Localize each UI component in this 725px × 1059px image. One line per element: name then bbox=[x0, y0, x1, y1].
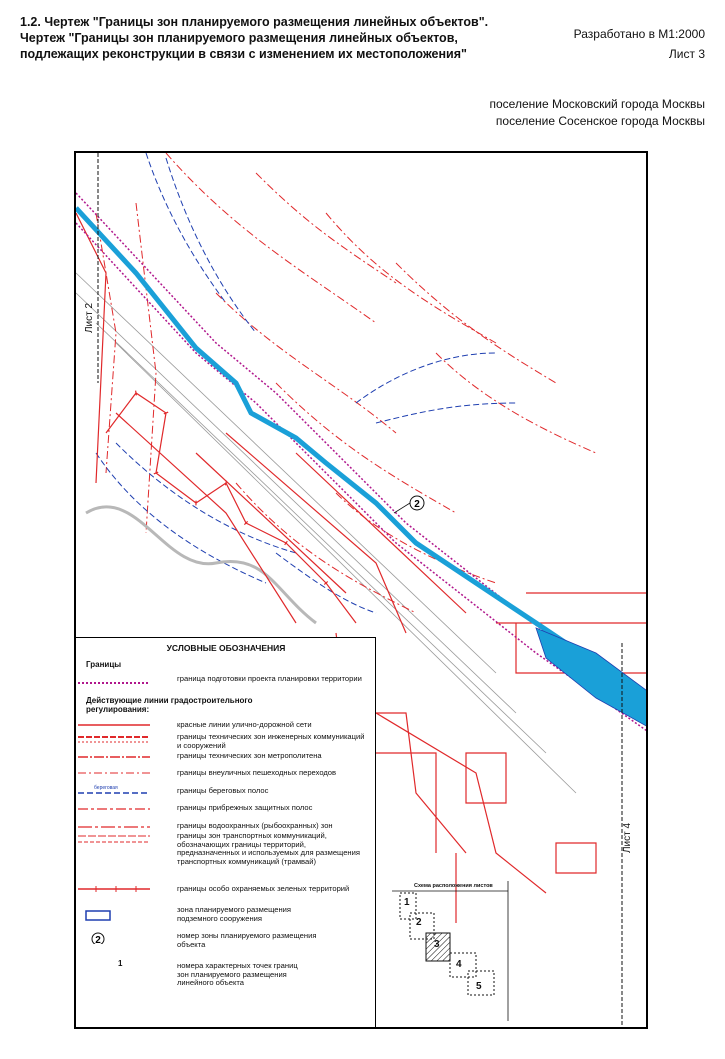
legend-label-coastal-protection: границы прибрежных защитных полос bbox=[177, 803, 313, 812]
legend-label-green-territories: границы особо охраняемых зеленых территорий bbox=[177, 884, 350, 893]
legend-symbol-pedestrian bbox=[76, 766, 152, 780]
legend-label-project-boundary: граница подготовки проекта планировки территории bbox=[177, 674, 362, 683]
legend-group-lines: Действующие линии градостроительного регулирования: bbox=[86, 696, 253, 714]
document-title bbox=[20, 14, 540, 62]
legend-label-pedestrian: границы внеуличных пешеходных переходов bbox=[177, 768, 337, 777]
stream bbox=[86, 507, 316, 623]
title-line-2: Чертеж "Границы зон планируемого размещения линейных объектов, bbox=[20, 31, 458, 45]
scheme-sheet-4: 4 bbox=[456, 959, 462, 970]
title-line-1: 1.2. Чертеж "Границы зон планируемого размещения линейных объектов". bbox=[20, 15, 489, 29]
legend-label-shore: границы береговых полос bbox=[177, 786, 269, 795]
legend-symbol-project-boundary bbox=[76, 676, 152, 690]
legend-zone-number-text: 2 bbox=[95, 935, 101, 944]
legend-symbol-zone bbox=[76, 908, 152, 922]
legend-group-boundaries: Границы bbox=[86, 660, 122, 669]
legend-symbol-red-lines bbox=[76, 718, 152, 732]
title-line-3: подлежащих реконструкции в связи с изменением их местоположения" bbox=[20, 47, 467, 61]
legend-point-number: 1 bbox=[118, 959, 123, 968]
settlement-1: поселение Московский города Москвы bbox=[489, 97, 705, 111]
scheme-sheet-5: 5 bbox=[476, 981, 482, 992]
legend bbox=[76, 637, 376, 1029]
sheet-info bbox=[574, 24, 705, 64]
zone-number-text: 2 bbox=[414, 499, 420, 510]
legend-label-tech-zones: границы технических зон инженерных коммуникаций и сооружений bbox=[177, 732, 365, 750]
legend-label-zone-number: номер зоны планируемого размещения объекта bbox=[177, 931, 317, 949]
legend-label-points: номера характерных точек границ зон планируемого размещения линейного объекта bbox=[177, 961, 298, 988]
legend-symbol-coastal-protection bbox=[76, 802, 152, 816]
map-frame bbox=[74, 151, 648, 1029]
legend-label-metro: границы технических зон метрополитена bbox=[177, 751, 322, 760]
scheme-caption: Схема расположения листов bbox=[414, 883, 493, 889]
legend-label-red-lines: красные линии улично-дорожной сети bbox=[177, 720, 312, 729]
legend-symbol-shore bbox=[76, 784, 152, 798]
planned-zone-wide bbox=[536, 628, 648, 728]
settlement-2: поселение Сосенское города Москвы bbox=[495, 114, 705, 128]
legend-symbol-metro bbox=[76, 750, 152, 764]
sheet-number: Лист 3 bbox=[668, 47, 705, 61]
legend-symbol-tech-zones bbox=[76, 732, 152, 746]
sheet-layout-scheme bbox=[392, 881, 510, 1021]
technical-zones bbox=[96, 153, 596, 613]
legend-symbol-shore-caption: береговая bbox=[94, 785, 118, 791]
legend-label-zone: зона планируемого размещения подземного сооружения bbox=[177, 905, 292, 923]
scheme-sheet-2: 2 bbox=[416, 917, 422, 928]
sheet-4-label: Лист 4 bbox=[622, 822, 633, 853]
legend-symbol-zone-number bbox=[76, 930, 152, 944]
legend-label-transport: границы зон транспортных коммуникаций, обозначающих границы территорий, предназначенных и используемых для размещения транспортных коммуникаций (трамвай) bbox=[177, 831, 360, 866]
scale-text: Разработано в М1:2000 bbox=[573, 27, 705, 41]
scheme-sheet-3: 3 bbox=[434, 939, 440, 950]
legend-title: УСЛОВНЫЕ ОБОЗНАЧЕНИЯ bbox=[166, 643, 286, 653]
sheet-2-label: Лист 2 bbox=[84, 302, 95, 333]
zone-number-marker bbox=[394, 496, 424, 513]
settlements bbox=[490, 96, 706, 130]
legend-label-water-protection: границы водоохранных (рыбоохранных) зон bbox=[177, 821, 333, 830]
legend-symbol-transport bbox=[76, 832, 152, 846]
scheme-sheet-1: 1 bbox=[404, 897, 410, 908]
legend-symbol-green-territories bbox=[76, 882, 152, 896]
